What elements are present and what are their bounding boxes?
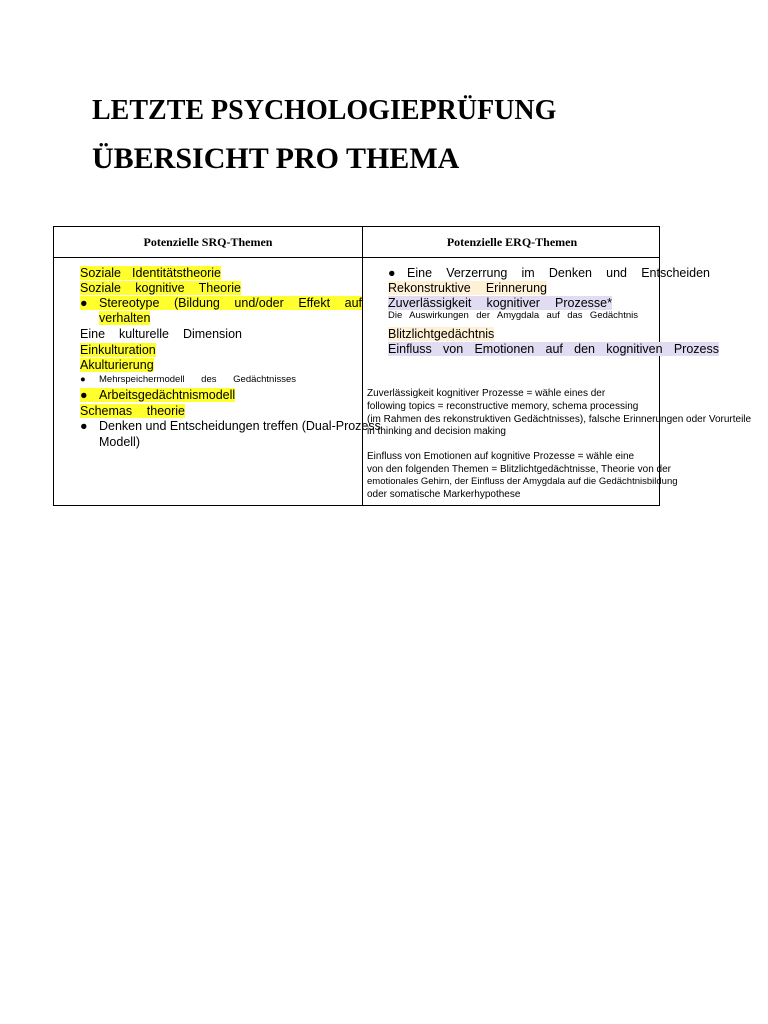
bullet-icon: ● [80, 374, 86, 385]
erq-note1-line3: (im Rahmen des rekonstruktiven Gedächtnisses), falsche Erinnerungen oder Vorurteile [367, 414, 752, 425]
erq-note2-line2: von den folgenden Themen = Blitzlichtgedächtnisse, Theorie von der [367, 464, 671, 475]
bullet-icon: ● [80, 388, 88, 402]
srq-item-akulturierung: Akulturierung [80, 358, 154, 372]
srq-column-header: Potenzielle SRQ-Themen [143, 235, 273, 249]
erq-note1-line4: in thinking and decision making [367, 426, 506, 437]
erq-note2-line3: emotionales Gehirn, der Einfluss der Amygdala auf die Gedächtnisbildung [367, 476, 678, 487]
bullet-icon: ● [388, 266, 396, 280]
srq-item-denken-cont: Modell) [99, 435, 140, 449]
page-title-line1: LETZTE PSYCHOLOGIEPRÜFUNG [92, 95, 557, 126]
erq-item-amygdala: Die Auswirkungen der Amygdala auf das Gedächtnis [388, 310, 638, 321]
srq-item-denken: ● Denken und Entscheidungen treffen (Dual-Prozess [80, 419, 381, 433]
erq-item-rekonstruktive: Rekonstruktive Erinnerung [388, 281, 547, 295]
erq-note1-line1: Zuverlässigkeit kognitiver Prozesse = wähle eines der [367, 388, 606, 399]
srq-item-stereotype: ● Stereotype (Bildung und/oder Effekt auf [80, 296, 362, 310]
table-column-divider [362, 227, 363, 505]
srq-item-stereotype-cont: verhalten [99, 311, 151, 325]
srq-item-kulturelle-dimension: Eine kulturelle Dimension [80, 327, 242, 341]
page-title-line2: ÜBERSICHT PRO THEMA [92, 142, 460, 175]
srq-item-mehrspeicher: ● Mehrspeichermodell des Gedächtnisses [80, 374, 296, 385]
table-header-divider [54, 257, 659, 258]
srq-item-einkulturation: Einkulturation [80, 343, 156, 357]
erq-item-zuverlaessigkeit: Zuverlässigkeit kognitiver Prozesse* [388, 296, 612, 310]
erq-item-verzerrung: ● Eine Verzerrung im Denken und Entscheiden [388, 266, 710, 280]
erq-note2-line4: oder somatische Markerhypothese [367, 489, 521, 500]
srq-item-arbeitsgedaechtnis: ● Arbeitsgedächtnismodell [80, 388, 236, 402]
srq-item-schemas: Schemas theorie [80, 404, 185, 418]
bullet-icon: ● [80, 419, 88, 433]
erq-note2-line1: Einfluss von Emotionen auf kognitive Prozesse = wähle eine [367, 451, 635, 462]
erq-column-header: Potenzielle ERQ-Themen [446, 235, 578, 249]
erq-note1-line2: following topics = reconstructive memory, schema processing [367, 401, 639, 412]
bullet-icon: ● [80, 296, 88, 310]
erq-item-einfluss: Einfluss von Emotionen auf den kognitiven Prozess [388, 342, 719, 356]
srq-item-soziale-kognitive: Soziale kognitive Theorie [80, 281, 241, 295]
srq-item-soziale-identitaet: Soziale Identitätstheorie [80, 266, 221, 280]
erq-item-blitzlicht: Blitzlichtgedächtnis [388, 327, 495, 341]
